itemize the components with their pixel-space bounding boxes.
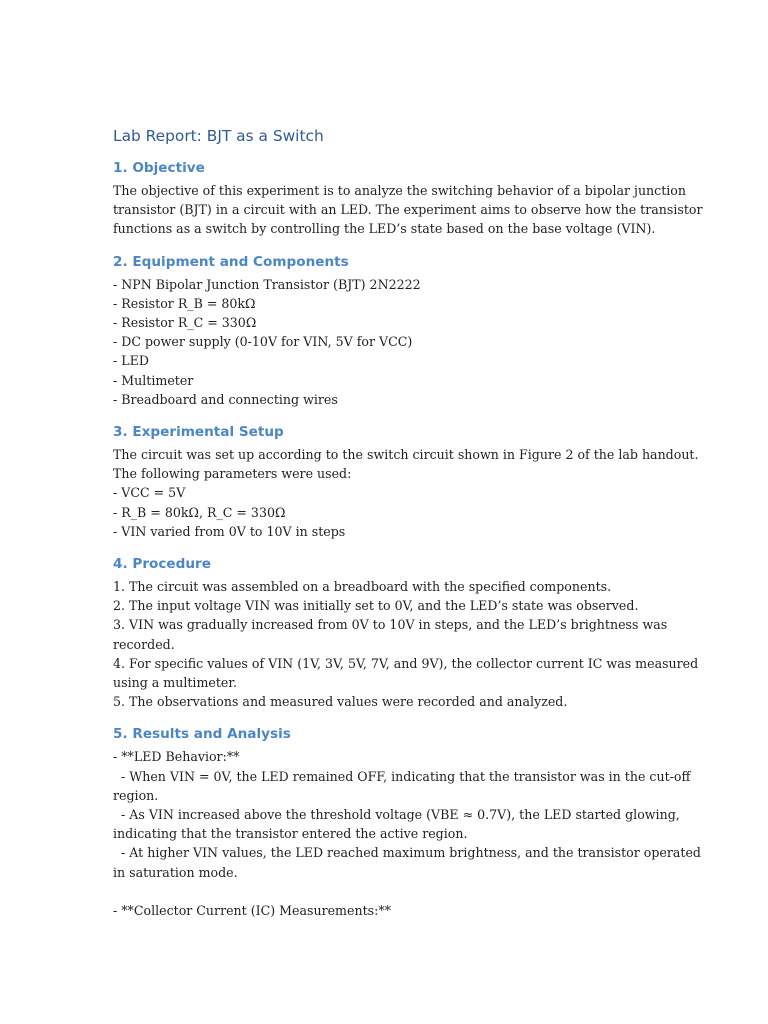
procedure-line: 2. The input voltage VIN was initially set to 0V, and the LED’s state was observed. [113, 598, 639, 614]
list-item: - VIN varied from 0V to 10V in steps [113, 523, 346, 539]
results-line: - As VIN increased above the threshold voltage (VBE ≈ 0.7V), the LED started glowing, [113, 807, 680, 823]
list-item: - Multimeter [113, 372, 194, 388]
results-line: - **Collector Current (IC) Measurements:** [113, 903, 391, 919]
results-line: - When VIN = 0V, the LED remained OFF, indicating that the transistor was in the cut-off [113, 768, 691, 784]
list-item: - Breadboard and connecting wires [113, 391, 338, 407]
results-line: region. [113, 787, 159, 803]
section-heading: 3. Experimental Setup [113, 424, 284, 441]
list-item: - R_B = 80kΩ, R_C = 330Ω [113, 504, 286, 520]
section-heading: 5. Results and Analysis [113, 726, 291, 743]
paragraph-line: The objective of this experiment is to analyze the switching behavior of a bipolar junction [113, 183, 687, 198]
list-item: - DC power supply (0-10V for VIN, 5V for VCC) [113, 334, 413, 350]
document-title: Lab Report: BJT as a Switch [113, 127, 324, 145]
procedure-line: recorded. [113, 636, 175, 652]
results-line: - **LED Behavior:** [113, 749, 240, 765]
section-procedure [113, 554, 699, 711]
list-item: - VCC = 5V [113, 485, 186, 501]
section-heading: 4. Procedure [113, 556, 211, 573]
results-line: indicating that the transistor entered the active region. [113, 826, 468, 842]
section-heading: 1. Objective [113, 160, 205, 176]
procedure-line: using a multimeter. [113, 675, 238, 691]
paragraph-line: transistor (BJT) in a circuit with an LED. The experiment aims to observe how the transistor [113, 202, 703, 218]
section-results [113, 724, 701, 920]
results-line: - At higher VIN values, the LED reached maximum brightness, and the transistor operated [113, 845, 701, 861]
paragraph-line: The following parameters were used: [113, 466, 352, 482]
document-page [113, 124, 703, 933]
list-item: - Resistor R_B = 80kΩ [113, 295, 256, 311]
paragraph-line: functions as a switch by controlling the LED’s state based on the base voltage (VIN). [113, 221, 656, 237]
list-item: - NPN Bipolar Junction Transistor (BJT) 2N2222 [113, 276, 421, 292]
paragraph-line: The circuit was set up according to the switch circuit shown in Figure 2 of the lab handout. [113, 447, 699, 463]
procedure-line: 4. For specific values of VIN (1V, 3V, 5V, 7V, and 9V), the collector current IC was measured [113, 655, 699, 671]
procedure-line: 3. VIN was gradually increased from 0V to 10V in steps, and the LED’s brightness was [113, 617, 668, 633]
section-equipment [113, 252, 653, 409]
section-heading: 2. Equipment and Components [113, 253, 349, 270]
procedure-line: 5. The observations and measured values were recorded and analyzed. [113, 694, 568, 710]
section-objective [113, 158, 703, 239]
section-setup [113, 422, 699, 541]
list-item: - LED [113, 353, 149, 369]
blank-line [113, 882, 653, 901]
procedure-line: 1. The circuit was assembled on a breadboard with the specified components. [113, 579, 612, 595]
list-item: - Resistor R_C = 330Ω [113, 315, 257, 331]
results-line: in saturation mode. [113, 864, 238, 880]
